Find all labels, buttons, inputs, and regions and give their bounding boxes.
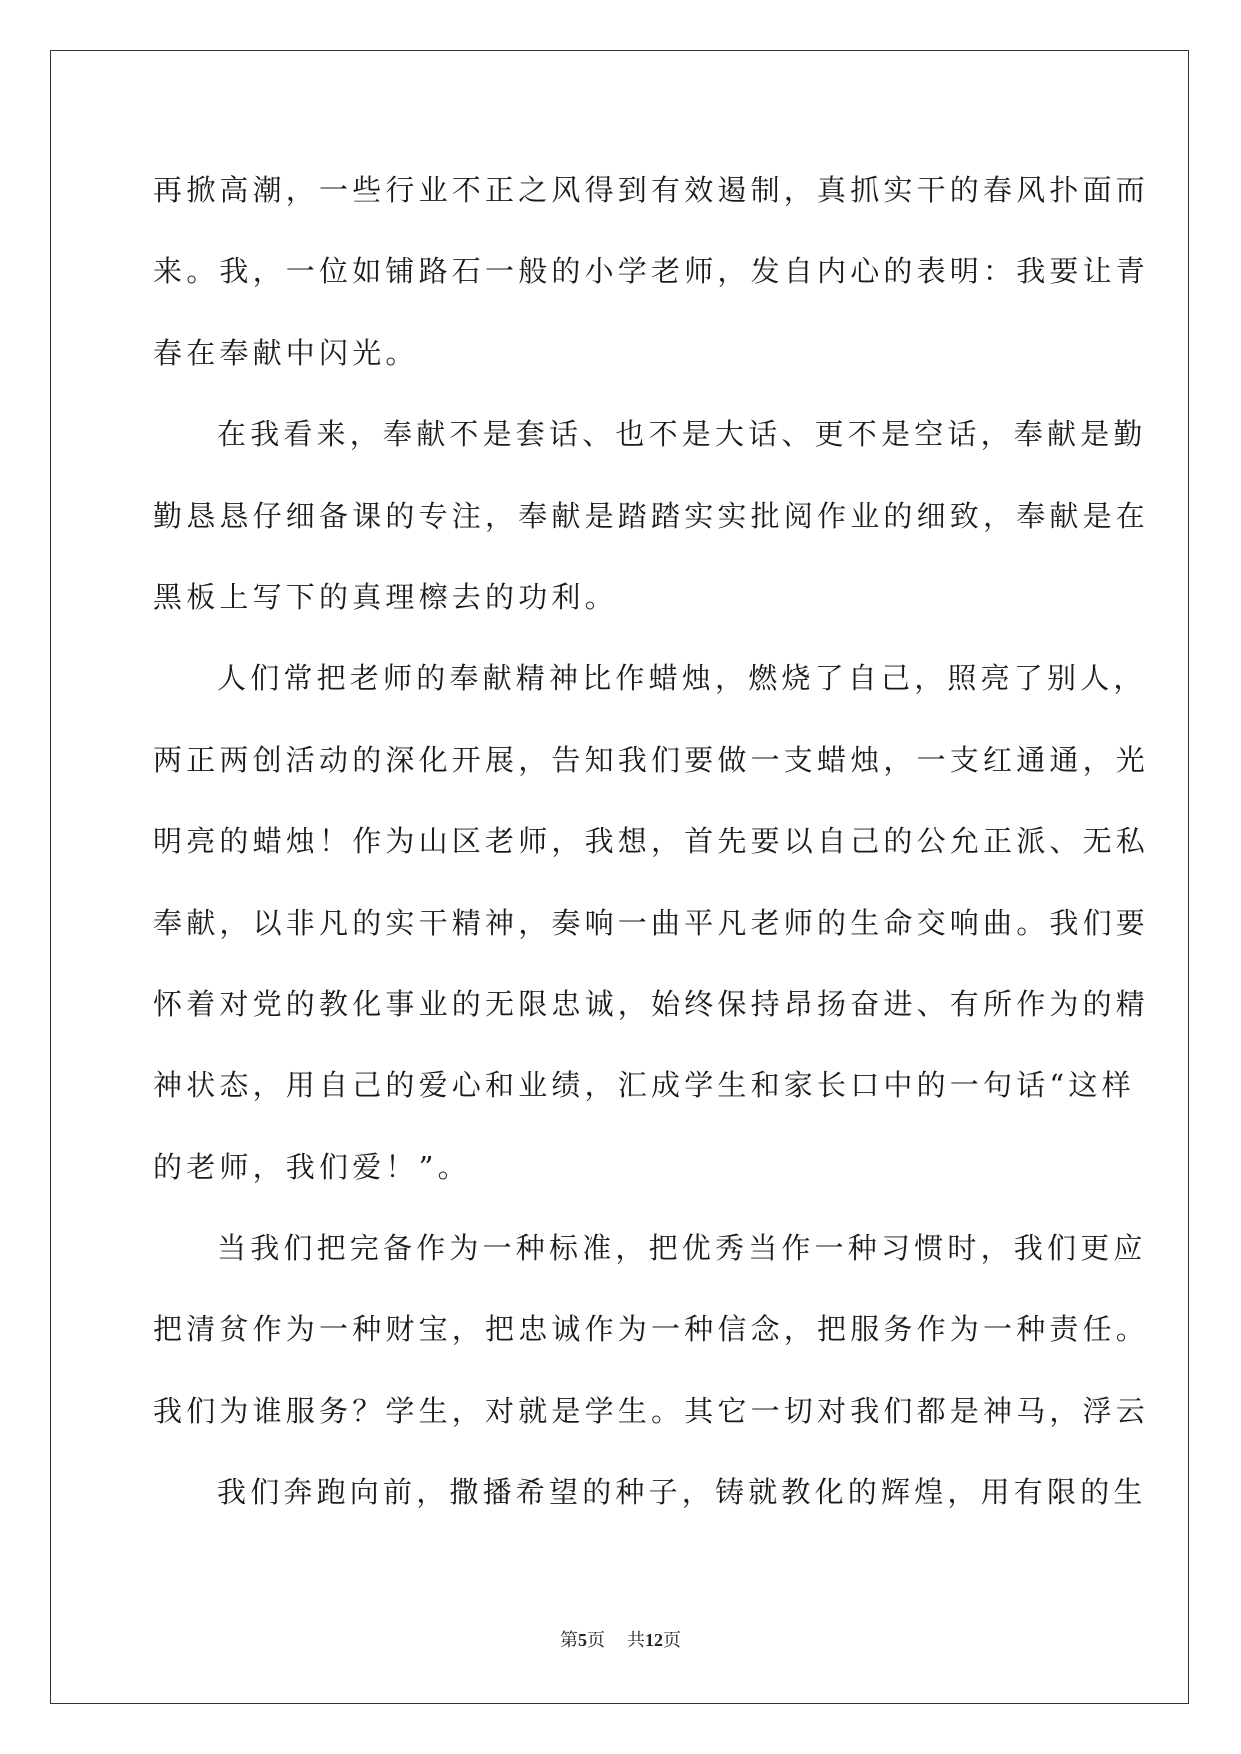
text-line: 来。我，一位如铺路石一般的小学老师，发自内心的表明：我要让青 [153,254,1150,289]
paragraph-start-line: 我们奔跑向前，撒播希望的种子，铸就教化的辉煌，用有限的生 [217,1475,1147,1510]
page-label-prefix: 第 [560,1630,578,1650]
text-line: 奉献，以非凡的实干精神，奏响一曲平凡老师的生命交响曲。我们要 [153,905,1150,940]
text-line: 明亮的蜡烛！作为山区老师，我想，首先要以自己的公允正派、无私 [153,824,1150,859]
text-line: 勤恳恳仔细备课的专注，奉献是踏踏实实批阅作业的细致，奉献是在 [153,498,1150,533]
document-body [153,150,1150,1534]
text-line: 再掀高潮，一些行业不正之风得到有效遏制，真抓实干的春风扑面而 [153,173,1150,207]
paragraph-start-line: 人们常把老师的奉献精神比作蜡烛，燃烧了自己，照亮了别人， [217,661,1147,696]
current-page-number: 5 [578,1630,587,1650]
text-line: 把清贫作为一种财宝，把忠诚作为一种信念，把服务作为一种责任。 [153,1312,1150,1347]
page-label-suffix: 页 [587,1630,605,1650]
total-label-suffix: 页 [663,1630,681,1650]
text-line: 两正两创活动的深化开展，告知我们要做一支蜡烛，一支红通通，光 [153,742,1150,777]
text-line: 的老师，我们爱！”。 [153,1149,471,1184]
total-label-prefix: 共 [627,1630,645,1650]
text-line: 我们为谁服务？学生，对就是学生。其它一切对我们都是神马，浮云 [153,1393,1150,1428]
text-line: 神状态，用自己的爱心和业绩，汇成学生和家长口中的一句话“这样 [153,1068,1135,1103]
total-pages-number: 12 [645,1630,663,1650]
text-line: 春在奉献中闪光。 [153,335,419,370]
paragraph-start-line: 在我看来，奉献不是套话、也不是大话、更不是空话，奉献是勤 [217,417,1147,452]
text-line: 黑板上写下的真理檫去的功利。 [153,579,618,614]
paragraph-start-line: 当我们把完备作为一种标准，把优秀当作一种习惯时，我们更应 [217,1231,1147,1266]
text-line: 怀着对党的教化事业的无限忠诚，始终保持昂扬奋进、有所作为的精 [153,986,1150,1021]
page-number-footer [0,1626,1241,1652]
